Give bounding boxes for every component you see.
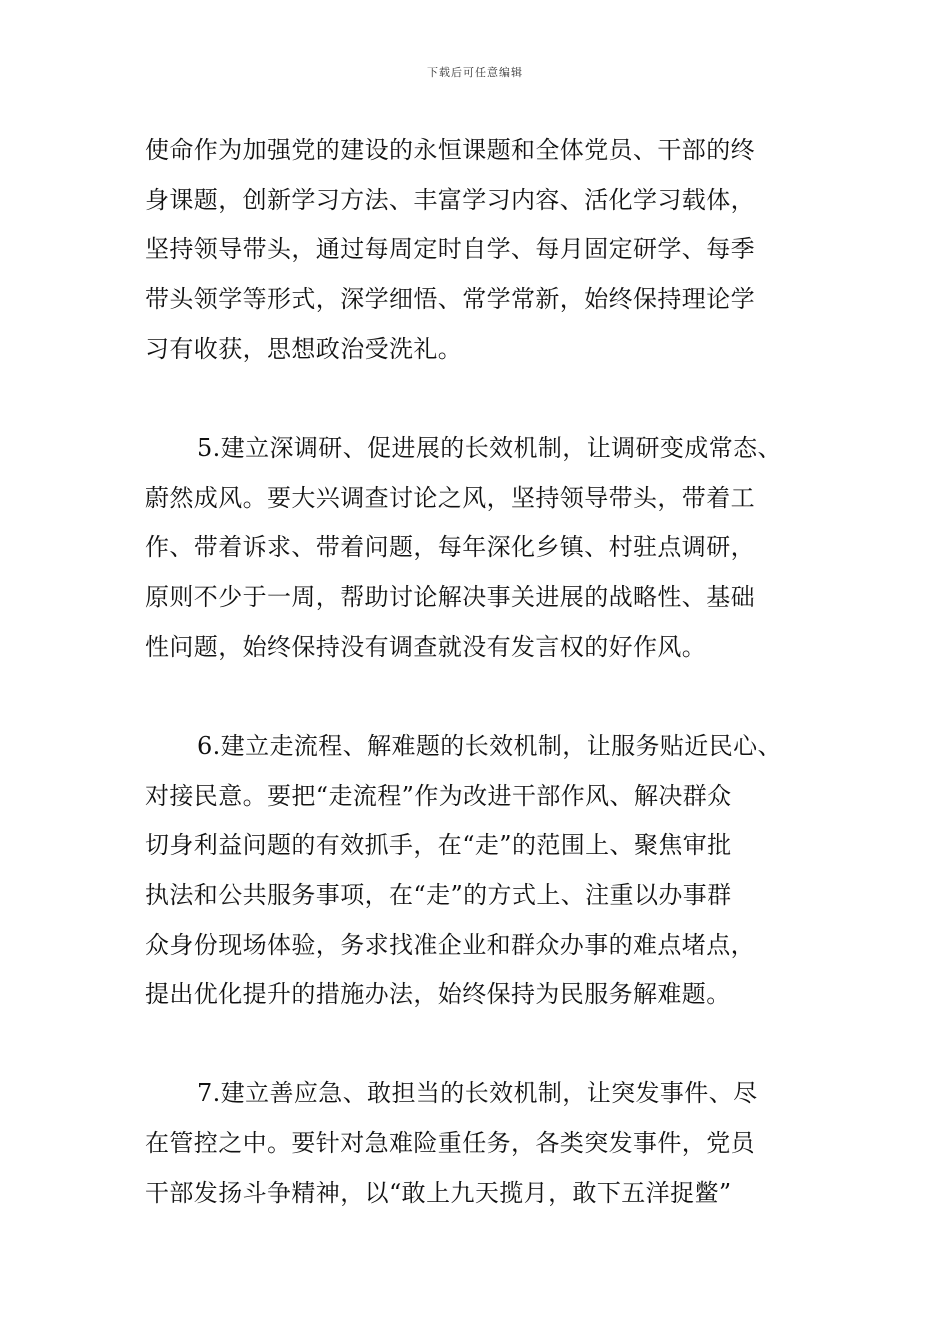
paragraph-1-line-5: 习有收获，思想政治受洗礼。 xyxy=(145,335,463,363)
paragraph-2-line-2: 蔚然成风。要大兴调查讨论之风，坚持领导带头，带着工 xyxy=(145,484,755,512)
paragraph-1-line-4: 带头领学等形式，深学细悟、常学常新，始终保持理论学 xyxy=(145,285,755,313)
paragraph-3-line-6: 提出优化提升的措施办法，始终保持为民服务解难题。 xyxy=(145,980,731,1008)
paragraph-2-line-3: 作、带着诉求、带着问题，每年深化乡镇、村驻点调研， xyxy=(145,533,755,561)
paragraph-2-line-4: 原则不少于一周，帮助讨论解决事关进展的战略性、基础 xyxy=(145,583,755,611)
paragraph-3-line-4: 执法和公共服务事项，在“走”的方式上、注重以办事群 xyxy=(145,881,732,909)
paragraph-3-line-3: 切身利益问题的有效抓手，在“走”的范围上、聚焦审批 xyxy=(145,831,732,859)
paragraph-3-line-2: 对接民意。要把“走流程”作为改进干部作风、解决群众 xyxy=(145,782,732,810)
paragraph-2-line-1: 5.建立深调研、促进展的长效机制，让调研变成常态、 xyxy=(197,434,782,462)
paragraph-3-line-5: 众身份现场体验，务求找准企业和群众办事的难点堵点， xyxy=(145,931,755,959)
paragraph-4-line-3: 干部发扬斗争精神，以“敢上九天揽月，敢下五洋捉鳖” xyxy=(145,1179,732,1207)
paragraph-4-line-2: 在管控之中。要针对急难险重任务，各类突发事件，党员 xyxy=(145,1129,755,1157)
paragraph-1-line-3: 坚持领导带头，通过每周定时自学、每月固定研学、每季 xyxy=(145,235,755,263)
paragraph-1-line-2: 身课题，创新学习方法、丰富学习内容、活化学习载体， xyxy=(145,186,755,214)
page-header: 下载后可任意编辑 xyxy=(427,66,523,79)
paragraph-2-line-5: 性问题，始终保持没有调查就没有发言权的好作风。 xyxy=(145,633,707,661)
paragraph-1-line-1: 使命作为加强党的建设的永恒课题和全体党员、干部的终 xyxy=(145,136,755,164)
paragraph-4-line-1: 7.建立善应急、敢担当的长效机制，让突发事件、尽 xyxy=(197,1079,758,1107)
paragraph-3-line-1: 6.建立走流程、解难题的长效机制，让服务贴近民心、 xyxy=(197,732,782,760)
